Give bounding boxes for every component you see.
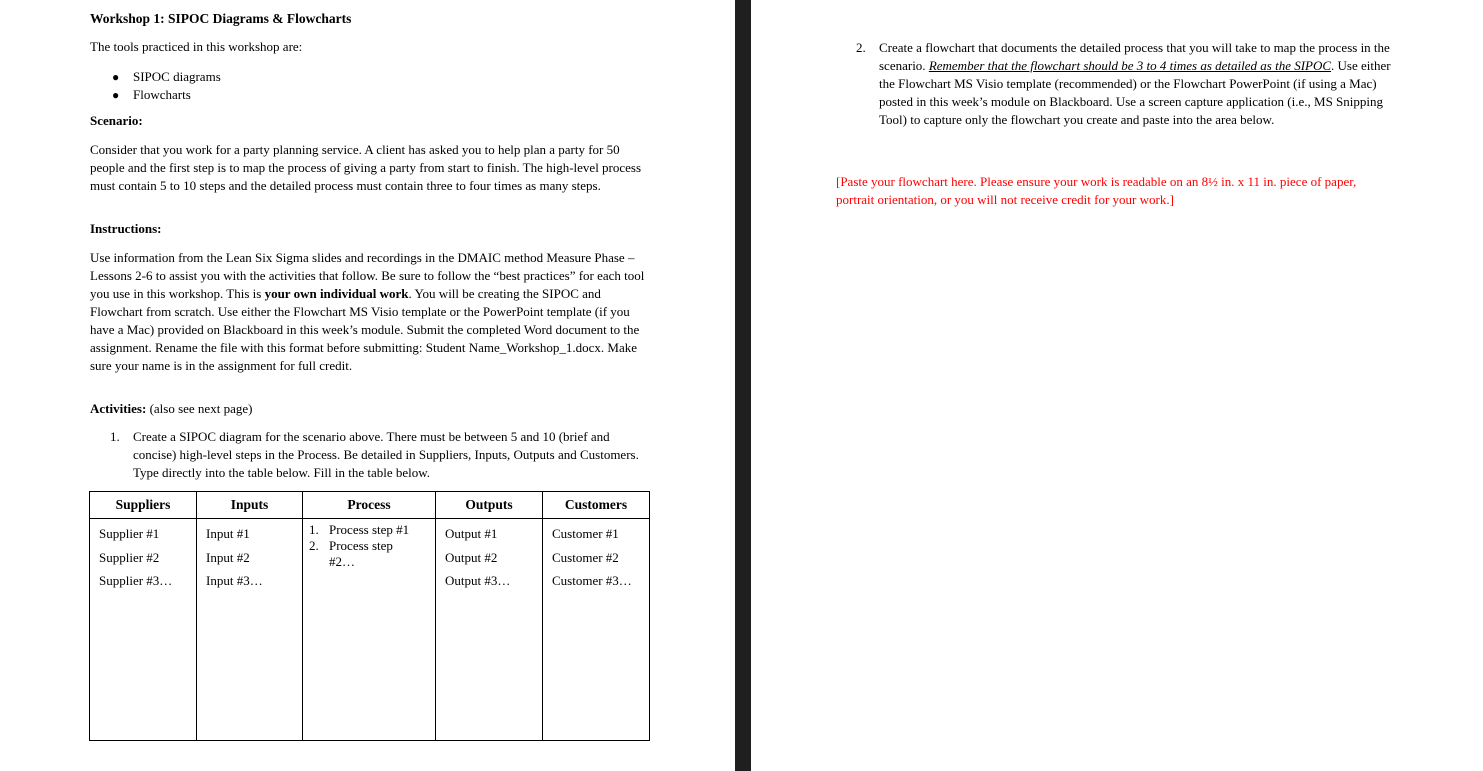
instructions-text-part: . You will be creating the SIPOC and Flowchart from scratch. Use either the Flowchart MS Visio template or the PowerPoint template (if you have a Mac) provided on Blackboard in this week’s module. Submit the completed Word document to the assignment. Rename the file with this format before submitting: Student Name_Workshop_1.docx. Make sure your name is in the assignment for full credit. bbox=[90, 286, 640, 373]
process-step bbox=[309, 538, 427, 570]
instructions-text-part: Use information from the Lean Six Sigma slides and recordings in the DMAIC method Measure Phase – Lessons 2-6 to assist you with the activities that follow. Be sure to follow the “best practices” for each tool you use in this workshop. This is bbox=[90, 250, 645, 301]
header-outputs: Outputs bbox=[436, 492, 543, 519]
output-entry: Output #1 bbox=[445, 526, 498, 541]
bullet-icon: ● bbox=[112, 87, 120, 102]
input-entry: Input #3… bbox=[206, 573, 263, 588]
bullet-icon: ● bbox=[112, 69, 120, 84]
process-step-text: Process step #2… bbox=[329, 538, 393, 569]
header-inputs: Inputs bbox=[197, 492, 303, 519]
customers-cell[interactable] bbox=[543, 519, 650, 741]
suppliers-cell[interactable] bbox=[90, 519, 197, 741]
process-step-number: 1. bbox=[309, 522, 319, 537]
activities-heading bbox=[90, 401, 252, 417]
supplier-entry: Supplier #3… bbox=[99, 573, 173, 588]
supplier-entry: Supplier #2 bbox=[99, 549, 160, 565]
list-item bbox=[112, 86, 221, 104]
activity-1-text: Create a SIPOC diagram for the scenario above. There must be between 5 and 10 (brief and concise) high-level steps in the Process. Be detailed in Suppliers, Inputs, Outputs and Customers. Type directly into the table below. Fill in the table below. bbox=[133, 429, 639, 480]
activity-2-text bbox=[879, 39, 1396, 129]
customer-entry: Customer #1 bbox=[552, 526, 619, 541]
intro-text: The tools practiced in this workshop are: bbox=[90, 39, 303, 54]
input-entry: Input #1 bbox=[206, 526, 250, 541]
activity-2-emphasis: Remember that the flowchart should be 3 to 4 times as detailed as the SIPOC bbox=[928, 58, 1332, 73]
header-customers: Customers bbox=[543, 492, 650, 519]
instructions-heading: Instructions: bbox=[90, 221, 162, 236]
document-page-left bbox=[0, 0, 735, 771]
activity-number: 2. bbox=[856, 40, 866, 55]
activities-label: Activities: bbox=[90, 401, 147, 416]
customer-entry: Customer #3… bbox=[552, 573, 632, 588]
output-entry: Output #2 bbox=[445, 549, 498, 565]
header-process: Process bbox=[303, 492, 436, 519]
process-step-text: Process step #1 bbox=[329, 522, 410, 537]
tool-label: SIPOC diagrams bbox=[133, 69, 221, 84]
activity-number: 1. bbox=[110, 429, 120, 444]
table-row bbox=[90, 519, 650, 741]
activities-note: (also see next page) bbox=[146, 401, 253, 416]
inputs-cell[interactable] bbox=[197, 519, 303, 741]
table-header-row bbox=[90, 492, 650, 519]
scenario-heading: Scenario: bbox=[90, 113, 143, 128]
activity-2-text-part: Create a flowchart that documents the detailed process that you will take to map the process in the scenario. bbox=[879, 40, 1390, 73]
customer-entry: Customer #2 bbox=[552, 549, 619, 565]
outputs-cell[interactable] bbox=[436, 519, 543, 741]
activity-2 bbox=[856, 39, 1396, 129]
tools-list bbox=[112, 68, 221, 104]
instructions-emphasis: your own individual work bbox=[264, 286, 409, 301]
process-step bbox=[309, 522, 427, 538]
header-suppliers: Suppliers bbox=[90, 492, 197, 519]
output-entry: Output #3… bbox=[445, 573, 511, 588]
list-item bbox=[112, 68, 221, 86]
workshop-title: Workshop 1: SIPOC Diagrams & Flowcharts bbox=[90, 11, 352, 26]
input-entry: Input #2 bbox=[206, 549, 250, 565]
activity-2-text-part: . Use either the Flowchart MS Visio template (recommended) or the Flowchart PowerPoint (if using a Mac) posted in this week’s module on Blackboard. Use a screen capture application (i.e., MS Snipping Tool) to capture only the flowchart you create and paste into the area below. bbox=[879, 58, 1391, 127]
page-divider bbox=[735, 0, 751, 771]
tool-label: Flowcharts bbox=[133, 87, 191, 102]
process-cell[interactable] bbox=[303, 519, 436, 741]
paste-flowchart-note[interactable]: [Paste your flowchart here. Please ensure your work is readable on an 8½ in. x 11 in. piece of paper, portrait orientation, or you will not receive credit for your work.] bbox=[836, 174, 1357, 207]
scenario-text: Consider that you work for a party planning service. A client has asked you to help plan a party for 50 people and the first step is to map the process of giving a party from start to finish. The high-level process must contain 5 to 10 steps and the detailed process must contain three to four times as many steps. bbox=[90, 142, 642, 193]
supplier-entry: Supplier #1 bbox=[99, 526, 160, 541]
process-step-number: 2. bbox=[309, 538, 319, 553]
instructions-text bbox=[90, 249, 650, 375]
sipoc-table bbox=[89, 491, 650, 741]
activity-1 bbox=[110, 428, 655, 482]
